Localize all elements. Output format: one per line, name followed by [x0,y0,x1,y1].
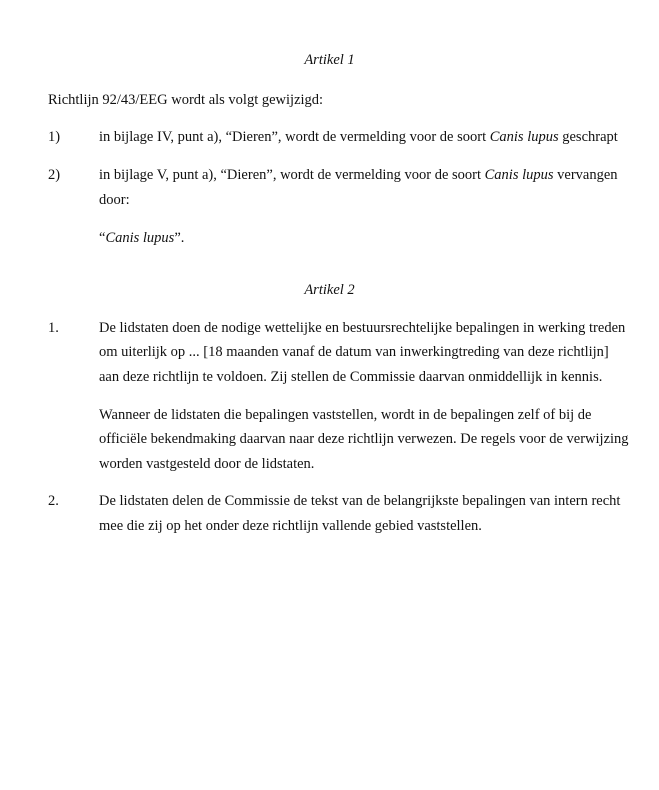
article-2-item-2-number: 2. [48,493,59,509]
article-2-item-2-line: De lidstaten delen de Commissie de tekst van de belangrijkste bepalingen van intern recht [99,493,621,509]
article-1-item-2-text: in bijlage V, punt a), “Dieren”, wordt de vermelding voor de soort Canis lupus vervangen [99,167,618,183]
article-2-item-1-line: om uiterlijk op ... [18 maanden vanaf de datum van inwerkingtreding van deze richtlijn] [99,344,609,360]
article-2-item-1-paragraph-2-line: worden vastgesteld door de lidstaten. [99,456,315,472]
article-2-item-2-line: mee die zij op het onder deze richtlijn vallende gebied vaststellen. [99,518,482,534]
article-1-item-1-text: in bijlage IV, punt a), “Dieren”, wordt de vermelding voor de soort Canis lupus geschrapt [99,129,618,145]
article-1-item-1-number: 1) [48,129,61,145]
article-2-heading: Artikel 2 [304,282,355,298]
article-2-item-1-paragraph-2-line: Wanneer de lidstaten die bepalingen vaststellen, wordt in de bepalingen zelf of bij de [99,407,592,423]
article-2-item-1-line: De lidstaten doen de nodige wettelijke en bestuursrechtelijke bepalingen in werking treden [99,320,626,336]
article-1-heading: Artikel 1 [304,52,355,68]
article-1-intro: Richtlijn 92/43/EEG wordt als volgt gewijzigd: [48,92,324,108]
article-1-item-2-quote: “Canis lupus”. [99,230,185,246]
article-1-item-2-number: 2) [48,167,61,183]
article-2-item-1-paragraph-2-line: officiële bekendmaking daarvan naar deze richtlijn verwezen. De regels voor de verwijzing [99,431,629,447]
article-2-item-1-number: 1. [48,320,59,336]
article-2-item-1-line: aan deze richtlijn te voldoen. Zij stellen de Commissie daarvan onmiddellijk in kennis. [99,369,603,385]
article-1-item-2-text-line2: door: [99,192,130,208]
